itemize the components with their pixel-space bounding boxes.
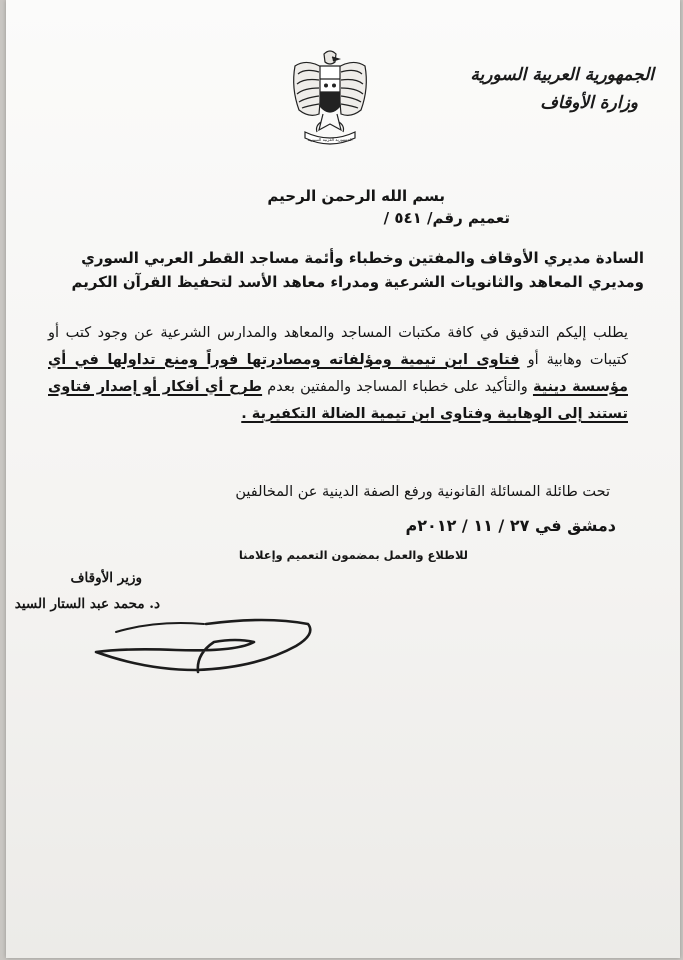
- republic-name: الجمهورية العربية السورية: [470, 65, 654, 85]
- letter-date: دمشق في ٢٧ / ١١ / ٢٠١٢م: [405, 516, 616, 535]
- recipients-line: ومديري المعاهد والثانويات الشرعية ومدراء معاهد الأسد لتحفيظ القرآن الكريم: [71, 273, 644, 291]
- recipients-line: السادة مديري الأوقاف والمفتين وخطباء وأئمة مساجد القطر العربي السوري: [81, 249, 644, 267]
- body-text: يطلب إليكم التدقيق في كافة مكتبات المساجد والمعاهد والمدارس الشرعية عن وجود كتب أو كتيبات وهابية أو: [48, 325, 628, 368]
- basmala: بسم الله الرحمن الرحيم: [267, 187, 445, 205]
- body-emphasis: طرح أي أفكار أو إصدار فتاوى تستند إلى الوهابية وفتاوى ابن تيمية الضالة التكفيرية .: [48, 379, 628, 422]
- circular-number: تعميم رقم/ ٥٤١ /: [383, 209, 510, 227]
- signatory-title: وزير الأوقاف: [70, 570, 142, 586]
- letter-page: [6, 0, 680, 958]
- recipients: [24, 246, 644, 294]
- syrian-eagle-emblem-icon: [289, 48, 371, 152]
- letterhead: [454, 62, 654, 118]
- signatory-name: د. محمد عبد الستار السيد: [14, 596, 160, 612]
- ministry-name: وزارة الأوقاف: [540, 93, 638, 113]
- emblem-ribbon-text: الجمهورية العربية السورية: [307, 137, 353, 142]
- body-text: والتأكيد على خطباء المساجد والمفتين بعدم: [267, 379, 528, 395]
- handwritten-signature: [86, 612, 316, 692]
- penalty-clause: تحت طائلة المسائلة القانونية ورفع الصفة الدينية عن المخالفين: [235, 484, 610, 500]
- letter-body: [48, 320, 628, 428]
- body-emphasis: فتاوى ابن تيمية ومؤلفاته ومصادرتها فوراً ومنع تداولها في أي مؤسسة دينية: [48, 352, 628, 395]
- action-note: للاطلاع والعمل بمضمون التعميم وإعلامنا: [238, 548, 468, 562]
